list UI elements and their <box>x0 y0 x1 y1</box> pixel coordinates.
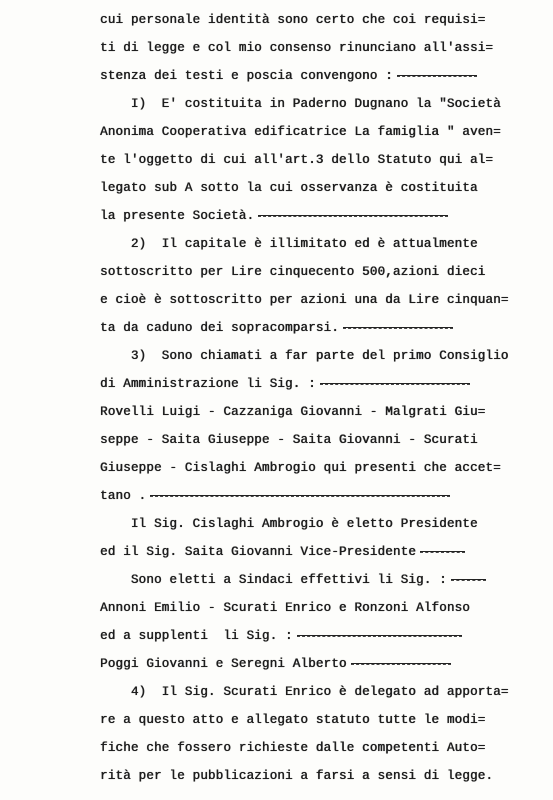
fill-rule <box>297 635 462 637</box>
text-line: ed il Sig. Saita Giovanni Vice-Presidente <box>100 544 540 560</box>
text-line: 4) Il Sig. Scurati Enrico è delegato ad apporta= <box>100 685 509 699</box>
text-line: ed a supplenti li Sig. : <box>100 628 540 644</box>
text-line: Anonima Cooperativa edificatrice La famiglia " aven= <box>100 125 501 139</box>
fill-rule <box>258 215 448 217</box>
text-line: te l'oggetto di cui all'art.3 dello Statuto qui al= <box>100 153 494 167</box>
fill-rule <box>351 663 451 665</box>
text-line: e cioè è sottoscritto per azioni una da Lire cinquan= <box>100 293 509 307</box>
fill-rule <box>420 551 465 553</box>
text-line: re a questo atto e allegato statuto tutte le modi= <box>100 713 486 727</box>
fill-rule <box>343 327 453 329</box>
text-line: 3) Sono chiamati a far parte del primo Consiglio <box>100 349 509 363</box>
text-line: ti di legge e col mio consenso rinunciano all'assi= <box>100 41 494 55</box>
text-line: fiche che fossero richieste dalle competenti Auto= <box>100 741 486 755</box>
text-line: cui personale identità sono certo che coi requisi= <box>100 13 486 27</box>
text-line: I) E' costituita in Paderno Dugnano la "Società <box>100 97 501 111</box>
fill-rule <box>397 75 477 77</box>
fill-rule <box>451 579 486 581</box>
text-line: legato sub A sotto la cui osservanza è costituita <box>100 181 478 195</box>
text-line: Giuseppe - Cislaghi Ambrogio qui presenti che accet= <box>100 461 501 475</box>
text-line: Rovelli Luigi - Cazzaniga Giovanni - Malgrati Giu= <box>100 405 486 419</box>
text-line: Il Sig. Cislaghi Ambrogio è eletto Presidente <box>100 517 478 531</box>
text-line: stenza dei testi e poscia convengono : <box>100 68 540 84</box>
text-line: seppe - Saita Giuseppe - Saita Giovanni - Scurati <box>100 433 478 447</box>
text-line: Sono eletti a Sindaci effettivi li Sig. : <box>100 572 540 588</box>
text-line: rità per le pubblicazioni a farsi a sensi di legge. <box>100 769 494 783</box>
text-line: sottoscritto per Lire cinquecento 500,azioni dieci <box>100 265 486 279</box>
fill-rule <box>150 495 450 497</box>
text-line: ta da caduno dei sopracomparsi. <box>100 320 540 336</box>
fill-rule <box>320 383 470 385</box>
text-line: Annoni Emilio - Scurati Enrico e Ronzoni Alfonso <box>100 601 470 615</box>
text-line: tano . <box>100 488 540 504</box>
text-line: di Amministrazione li Sig. : <box>100 376 540 392</box>
text-line: 2) Il capitale è illimitato ed è attualmente <box>100 237 478 251</box>
text-line: Poggi Giovanni e Seregni Alberto <box>100 656 540 672</box>
text-line: la presente Società. <box>100 208 540 224</box>
